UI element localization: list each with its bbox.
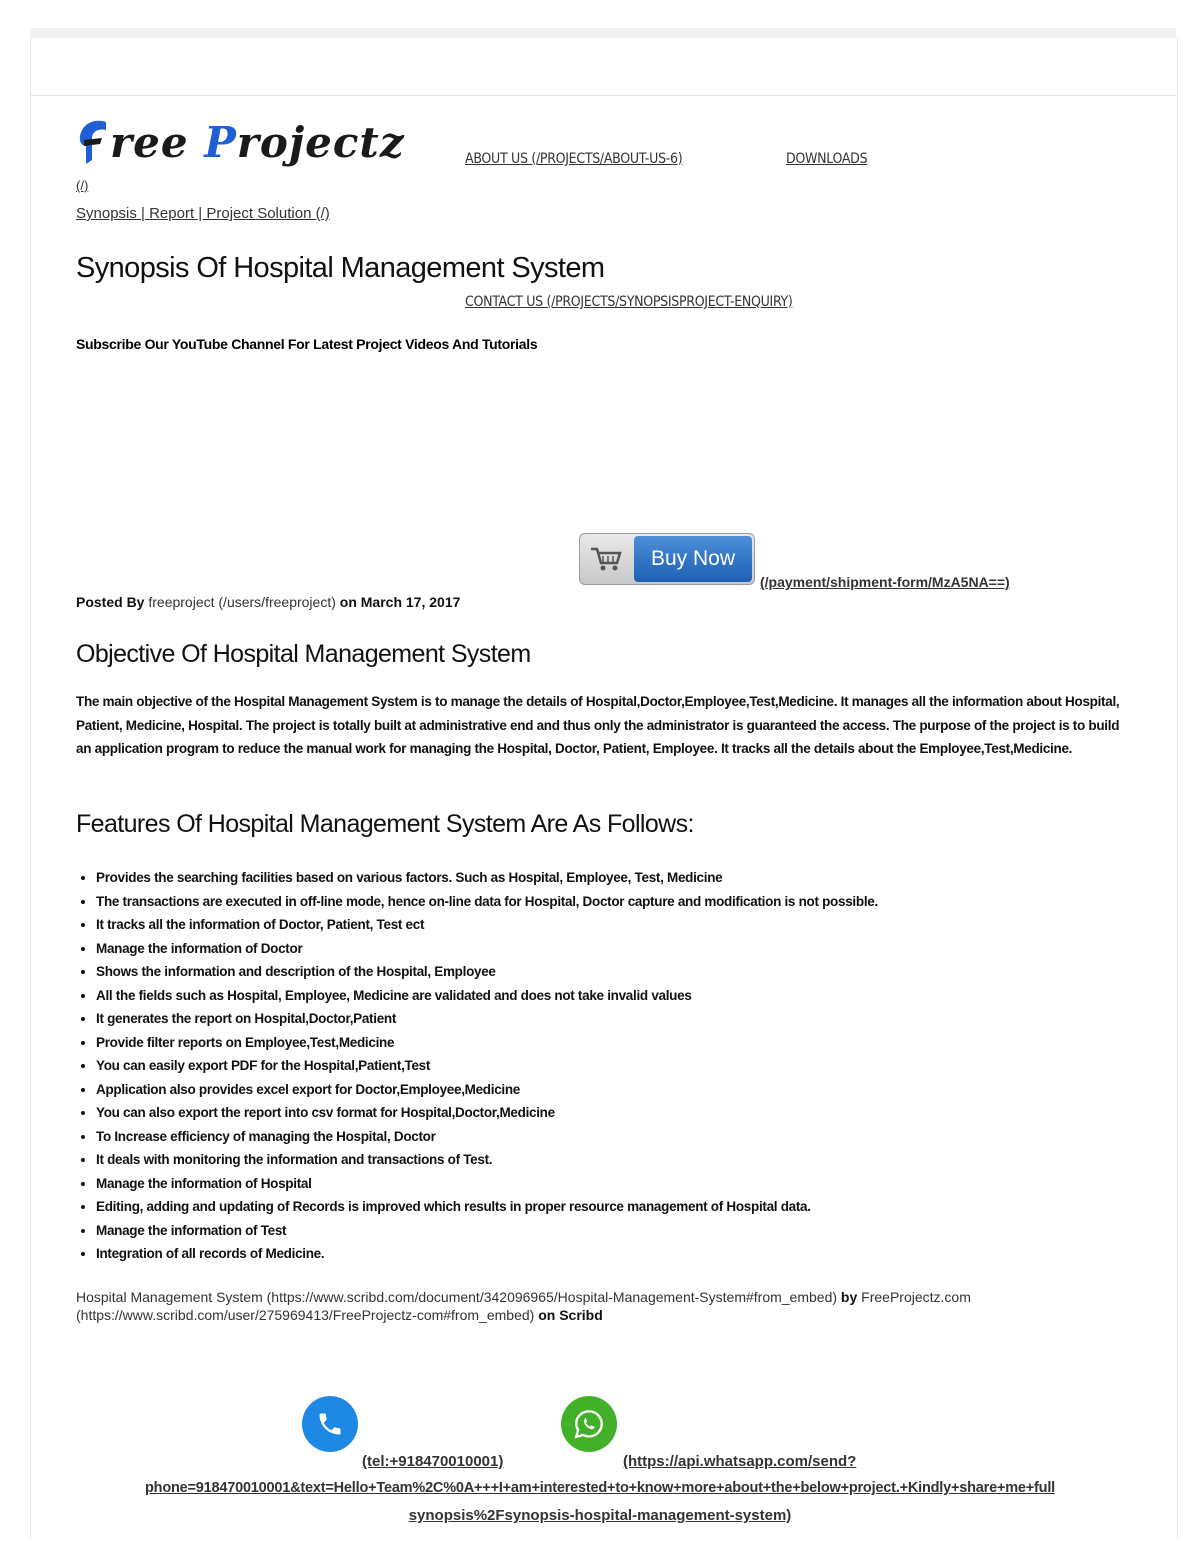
whatsapp-link[interactable]: (https://api.whatsapp.com/send?	[623, 1453, 857, 1470]
scribd-on: on Scribd	[538, 1307, 603, 1323]
list-item: • Editing, adding and updating of Records is improved which results in proper resource management of Hospital data.	[96, 1195, 1156, 1219]
list-item: • It tracks all the information of Doctor, Patient, Test ect	[96, 913, 1156, 937]
list-item: • All the fields such as Hospital, Employee, Medicine are validated and does not take invalid values	[96, 984, 1156, 1008]
posted-by-user-link[interactable]: freeproject (/users/freeproject)	[148, 594, 336, 610]
posted-date: on March 17, 2017	[339, 594, 461, 610]
payment-link[interactable]: (/payment/shipment-form/MzA5NA==)	[760, 574, 1010, 590]
scribd-embed-credit	[76, 1288, 1126, 1324]
nav-about-us[interactable]: ABOUT US (/PROJECTS/ABOUT-US-6)	[465, 151, 683, 167]
nav-downloads-path[interactable]: (/)	[76, 178, 89, 193]
features-list	[76, 866, 1156, 1266]
whatsapp-link-line-2[interactable]: phone=918470010001&text=Hello+Team%2C%0A+++I+am+interested+to+know+more+about+the+below+project.+Kindly+share+me+full	[145, 1480, 1055, 1496]
whatsapp-link-line-3[interactable]: synopsis%2Fsynopsis-hospital-management-system)	[408, 1507, 792, 1524]
phone-icon	[316, 1410, 344, 1438]
list-item: • Manage the information of Hospital	[96, 1172, 1156, 1196]
list-item: • To Increase efficiency of managing the Hospital, Doctor	[96, 1125, 1156, 1149]
list-item: • It generates the report on Hospital,Doctor,Patient	[96, 1007, 1156, 1031]
list-item: • Integration of all records of Medicine.	[96, 1242, 1156, 1266]
top-strip	[30, 28, 1176, 38]
buy-now-label: Buy Now	[634, 536, 752, 582]
tel-link[interactable]: (tel:+918470010001)	[362, 1453, 504, 1470]
list-item: • Manage the information of Doctor	[96, 937, 1156, 961]
whatsapp-link-cont-2	[0, 1507, 1200, 1524]
list-item: • Shows the information and description of the Hospital, Employee	[96, 960, 1156, 984]
list-item: • It deals with monitoring the information and transactions of Test.	[96, 1148, 1156, 1172]
list-item: • You can also export the report into csv format for Hospital,Doctor,Medicine	[96, 1101, 1156, 1125]
objective-text: The main objective of the Hospital Management System is to manage the details of Hospital,Doctor,Employee,Test,Medicine. It manages all the information about Hospital, Patient, Medicine, Hospital. The project is totally built at administrative end and thus only the administrator is guaranteed the access. The purpose of the project is to build an application program to reduce the manual work for managing the Hospital, Doctor, Patient, Employee. It tracks all the details about the Employee,Test,Medicine.	[76, 694, 1120, 756]
cart-icon	[580, 534, 632, 584]
list-item: • Provides the searching facilities based on various factors. Such as Hospital, Employee, Test, Medicine	[96, 866, 1156, 890]
list-item: • Provide filter reports on Employee,Test,Medicine	[96, 1031, 1156, 1055]
whatsapp-link-cont	[0, 1480, 1200, 1496]
phone-button[interactable]	[302, 1396, 358, 1452]
site-logo[interactable]	[76, 112, 405, 172]
logo-f-mark-icon	[76, 116, 110, 168]
scribd-document-link[interactable]: Hospital Management System (https://www.scribd.com/document/342096965/Hospital-Management-System#from_embed)	[76, 1289, 838, 1305]
logo-text: ree Projectz	[110, 117, 405, 167]
list-item: • Manage the information of Test	[96, 1219, 1156, 1243]
features-heading: Features Of Hospital Management System Are As Follows:	[76, 810, 694, 838]
objective-heading: Objective Of Hospital Management System	[76, 640, 531, 668]
scribd-user-link[interactable]: FreeProjectz.com (https://www.scribd.com/user/275969413/FreeProjectz-com#from_embed)	[76, 1289, 971, 1323]
list-item: • Application also provides excel export for Doctor,Employee,Medicine	[96, 1078, 1156, 1102]
list-item: • You can easily export PDF for the Hospital,Patient,Test	[96, 1054, 1156, 1078]
buy-now-button[interactable]	[579, 533, 755, 585]
page-title: Synopsis Of Hospital Management System	[76, 252, 605, 284]
nav-contact-us[interactable]: CONTACT US (/PROJECTS/SYNOPSISPROJECT-ENQUIRY)	[465, 294, 793, 310]
subscribe-youtube-text: Subscribe Our YouTube Channel For Latest Project Videos And Tutorials	[76, 336, 538, 352]
whatsapp-icon	[572, 1407, 606, 1441]
posted-by	[76, 594, 460, 610]
scribd-by: by	[840, 1289, 858, 1305]
nav-synopsis-report-solution[interactable]: Synopsis | Report | Project Solution (/)	[76, 205, 330, 222]
header-divider	[30, 95, 1176, 96]
whatsapp-button[interactable]	[561, 1396, 617, 1452]
nav-downloads[interactable]: DOWNLOADS	[786, 151, 868, 167]
posted-by-label: Posted By	[76, 594, 145, 610]
list-item: • The transactions are executed in off-line mode, hence on-line data for Hospital, Doctor capture and modification is not possible.	[96, 890, 1156, 914]
